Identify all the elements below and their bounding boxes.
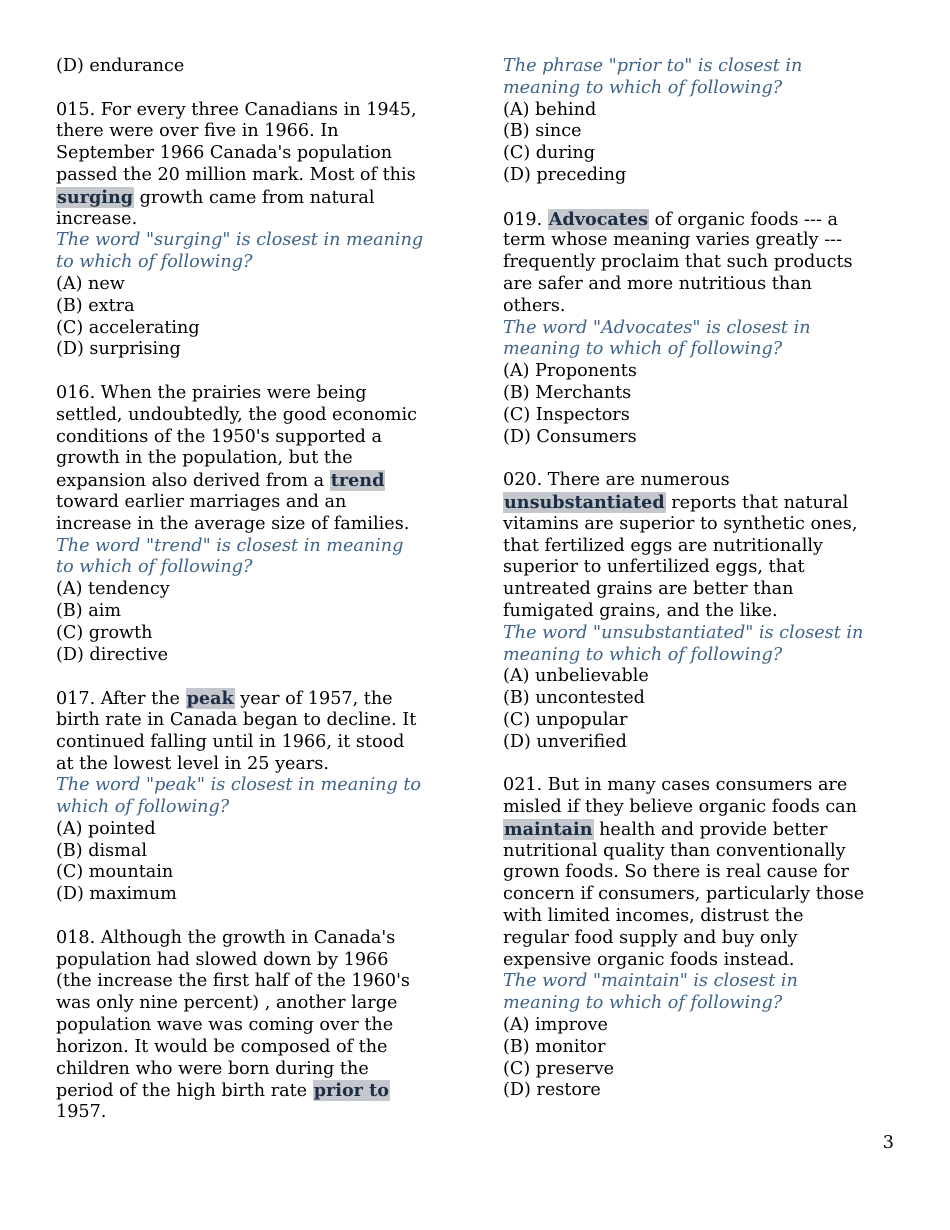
- answer-option: (C) growth: [56, 622, 153, 643]
- passage-line: [56, 383, 456, 405]
- question-line: meaning to which of following?: [503, 77, 783, 98]
- passage-text: population wave was coming over the: [56, 1015, 394, 1036]
- question-line: meaning to which of following?: [503, 339, 783, 360]
- answer-option: (D) directive: [56, 644, 169, 665]
- paragraph-gap: [56, 666, 456, 688]
- question-line: meaning to which of following?: [503, 993, 783, 1014]
- passage-line: [56, 732, 456, 754]
- passage-line: [56, 427, 456, 449]
- passage-text: population had slowed down by 1966: [56, 949, 389, 970]
- passage-text: are safer and more nutritious than: [503, 273, 812, 294]
- answer-option: (B) dismal: [56, 840, 147, 861]
- passage-text: grown foods. So there is real cause for: [503, 862, 849, 883]
- passage-line: [503, 492, 903, 514]
- passage-line: [503, 928, 903, 950]
- answer-option: (A) behind: [503, 99, 597, 120]
- passage-line: [56, 1059, 456, 1081]
- passage-line: [56, 754, 456, 776]
- passage-line: [56, 121, 456, 143]
- question-line: The word "surging" is closest in meaning: [56, 230, 424, 251]
- answer-option: (B) monitor: [503, 1036, 606, 1057]
- passage-line: [503, 230, 903, 252]
- passage-text: year of 1957, the: [234, 689, 393, 710]
- passage-text: of organic foods --- a: [649, 209, 838, 230]
- passage-line: [56, 448, 456, 470]
- passage-text: term whose meaning varies greatly ---: [503, 230, 843, 251]
- passage-text: increase in the average size of families.: [56, 513, 410, 534]
- answer-option: (A) new: [56, 273, 125, 294]
- answer-option: (B) Merchants: [503, 382, 632, 403]
- paragraph-gap: [503, 754, 903, 776]
- passage-text: continued falling until in 1966, it stood: [56, 731, 405, 752]
- passage-text: untreated grains are better than: [503, 579, 794, 600]
- answer-option: (C) unpopular: [503, 709, 628, 730]
- passage-text: birth rate in Canada began to decline. It: [56, 709, 417, 730]
- passage-text: expensive organic foods instead.: [503, 949, 795, 970]
- answer-option: (A) pointed: [56, 818, 156, 839]
- passage-line: [503, 514, 903, 536]
- passage-line: [56, 187, 456, 209]
- passage-text: health and provide better: [593, 819, 828, 840]
- highlighted-term: maintain: [504, 818, 593, 840]
- paragraph-gap: [56, 361, 456, 383]
- highlighted-term: prior to: [313, 1080, 389, 1102]
- answer-option: (D) preceding: [503, 164, 627, 185]
- passage-text: 015. For every three Canadians in 1945,: [56, 99, 417, 120]
- highlighted-term: unsubstantiated: [504, 491, 665, 513]
- passage-text: period of the high birth rate: [56, 1081, 313, 1102]
- passage-text: growth came from natural: [134, 187, 375, 208]
- highlighted-term: Advocates: [548, 208, 649, 230]
- passage-line: [503, 252, 903, 274]
- paragraph-gap: [503, 187, 903, 209]
- passage-text: conditions of the 1950's supported a: [56, 426, 382, 447]
- passage-line: [503, 296, 903, 318]
- highlighted-term: peak: [186, 688, 234, 710]
- passage-text: passed the 20 million mark. Most of this: [56, 164, 416, 185]
- passage-line: [56, 1037, 456, 1059]
- paragraph-gap: [56, 78, 456, 100]
- question-line: The word "trend" is closest in meaning: [56, 535, 404, 556]
- answer-option: (B) aim: [56, 600, 122, 621]
- passage-text: reports that natural: [665, 492, 849, 513]
- passage-text: 1957.: [56, 1102, 107, 1123]
- passage-line: [503, 579, 903, 601]
- highlighted-term: trend: [330, 470, 385, 492]
- passage-line: [503, 950, 903, 972]
- question-line: The phrase "prior to" is closest in: [503, 56, 803, 76]
- passage-line: [56, 470, 456, 492]
- passage-line: [503, 601, 903, 623]
- passage-text: 021. But in many cases consumers are: [503, 775, 848, 796]
- passage-text: vitamins are superior to synthetic ones,: [503, 513, 858, 534]
- left-column: [56, 56, 456, 1124]
- question-line: The word "unsubstantiated" is closest in: [503, 622, 864, 643]
- passage-line: [56, 209, 456, 231]
- passage-line: [503, 819, 903, 841]
- passage-text: at the lowest level in 25 years.: [56, 753, 329, 774]
- answer-option: (B) extra: [56, 295, 135, 316]
- passage-text: settled, undoubtedly, the good economic: [56, 404, 417, 425]
- question-line: which of following?: [56, 797, 230, 818]
- passage-line: [503, 862, 903, 884]
- passage-line: [56, 710, 456, 732]
- answer-option: (D) endurance: [56, 56, 185, 76]
- passage-text: superior to unfertilized eggs, that: [503, 557, 805, 578]
- passage-text: frequently proclaim that such products: [503, 252, 853, 273]
- passage-line: [503, 906, 903, 928]
- passage-line: [56, 688, 456, 710]
- answer-option: (A) Proponents: [503, 361, 637, 382]
- passage-line: [503, 536, 903, 558]
- answer-option: (A) unbelievable: [503, 666, 649, 687]
- answer-option: (D) restore: [503, 1080, 601, 1101]
- passage-line: [503, 274, 903, 296]
- passage-text: increase.: [56, 208, 138, 229]
- passage-line: [56, 950, 456, 972]
- paragraph-gap: [503, 448, 903, 470]
- answer-option: (D) unverified: [503, 731, 627, 752]
- answer-option: (A) improve: [503, 1015, 608, 1036]
- passage-text: 018. Although the growth in Canada's: [56, 927, 396, 948]
- passage-text: misled if they believe organic foods can: [503, 797, 858, 818]
- passage-line: [56, 1015, 456, 1037]
- answer-option: (B) since: [503, 121, 582, 142]
- passage-text: September 1966 Canada's population: [56, 143, 393, 164]
- passage-text: (the increase the first half of the 1960's: [56, 971, 410, 992]
- answer-option: (C) accelerating: [56, 317, 200, 338]
- passage-line: [56, 1102, 456, 1124]
- answer-option: (C) Inspectors: [503, 404, 630, 425]
- passage-line: [56, 993, 456, 1015]
- question-line: meaning to which of following?: [503, 644, 783, 665]
- passage-text: others.: [503, 295, 566, 316]
- right-column: [503, 56, 903, 1102]
- paragraph-gap: [56, 906, 456, 928]
- passage-line: [56, 514, 456, 536]
- passage-line: [503, 775, 903, 797]
- question-line: The word "maintain" is closest in: [503, 971, 798, 992]
- passage-text: 020. There are numerous: [503, 470, 730, 491]
- passage-text: toward earlier marriages and an: [56, 491, 347, 512]
- passage-text: fumigated grains, and the like.: [503, 600, 778, 621]
- passage-line: [56, 165, 456, 187]
- answer-option: (C) preserve: [503, 1058, 615, 1079]
- passage-line: [503, 841, 903, 863]
- passage-line: [56, 971, 456, 993]
- passage-text: there were over five in 1966. In: [56, 121, 339, 142]
- passage-text: children who were born during the: [56, 1058, 369, 1079]
- question-line: The word "peak" is closest in meaning to: [56, 775, 421, 796]
- passage-text: regular food supply and buy only: [503, 927, 798, 948]
- passage-text: expansion also derived from a: [56, 471, 330, 492]
- question-line: to which of following?: [56, 252, 253, 273]
- passage-line: [503, 557, 903, 579]
- passage-line: [503, 470, 903, 492]
- answer-option: (D) Consumers: [503, 426, 637, 447]
- page-number: 3: [882, 1133, 894, 1153]
- highlighted-term: surging: [57, 186, 134, 208]
- passage-text: concern if consumers, particularly those: [503, 884, 865, 905]
- passage-text: was only nine percent) , another large: [56, 993, 398, 1014]
- passage-line: [56, 405, 456, 427]
- answer-option: (D) surprising: [56, 339, 181, 360]
- answer-option: (C) mountain: [56, 862, 174, 883]
- passage-line: [56, 928, 456, 950]
- passage-line: [503, 797, 903, 819]
- passage-line: [56, 143, 456, 165]
- answer-option: (A) tendency: [56, 579, 170, 600]
- passage-line: [56, 100, 456, 122]
- passage-line: [503, 884, 903, 906]
- question-line: to which of following?: [56, 557, 253, 578]
- passage-text: 017. After the: [56, 689, 186, 710]
- answer-option: (D) maximum: [56, 884, 177, 905]
- answer-option: (C) during: [503, 143, 596, 164]
- passage-text: 019.: [503, 209, 548, 230]
- passage-text: horizon. It would be composed of the: [56, 1036, 388, 1057]
- passage-line: [56, 492, 456, 514]
- passage-text: nutritional quality than conventionally: [503, 840, 846, 861]
- passage-text: growth in the population, but the: [56, 448, 353, 469]
- answer-option: (B) uncontested: [503, 688, 645, 709]
- question-line: The word "Advocates" is closest in: [503, 317, 811, 338]
- passage-line: [503, 209, 903, 231]
- passage-text: with limited incomes, distrust the: [503, 906, 804, 927]
- passage-text: 016. When the prairies were being: [56, 382, 367, 403]
- passage-text: that fertilized eggs are nutritionally: [503, 535, 823, 556]
- passage-line: [56, 1080, 456, 1102]
